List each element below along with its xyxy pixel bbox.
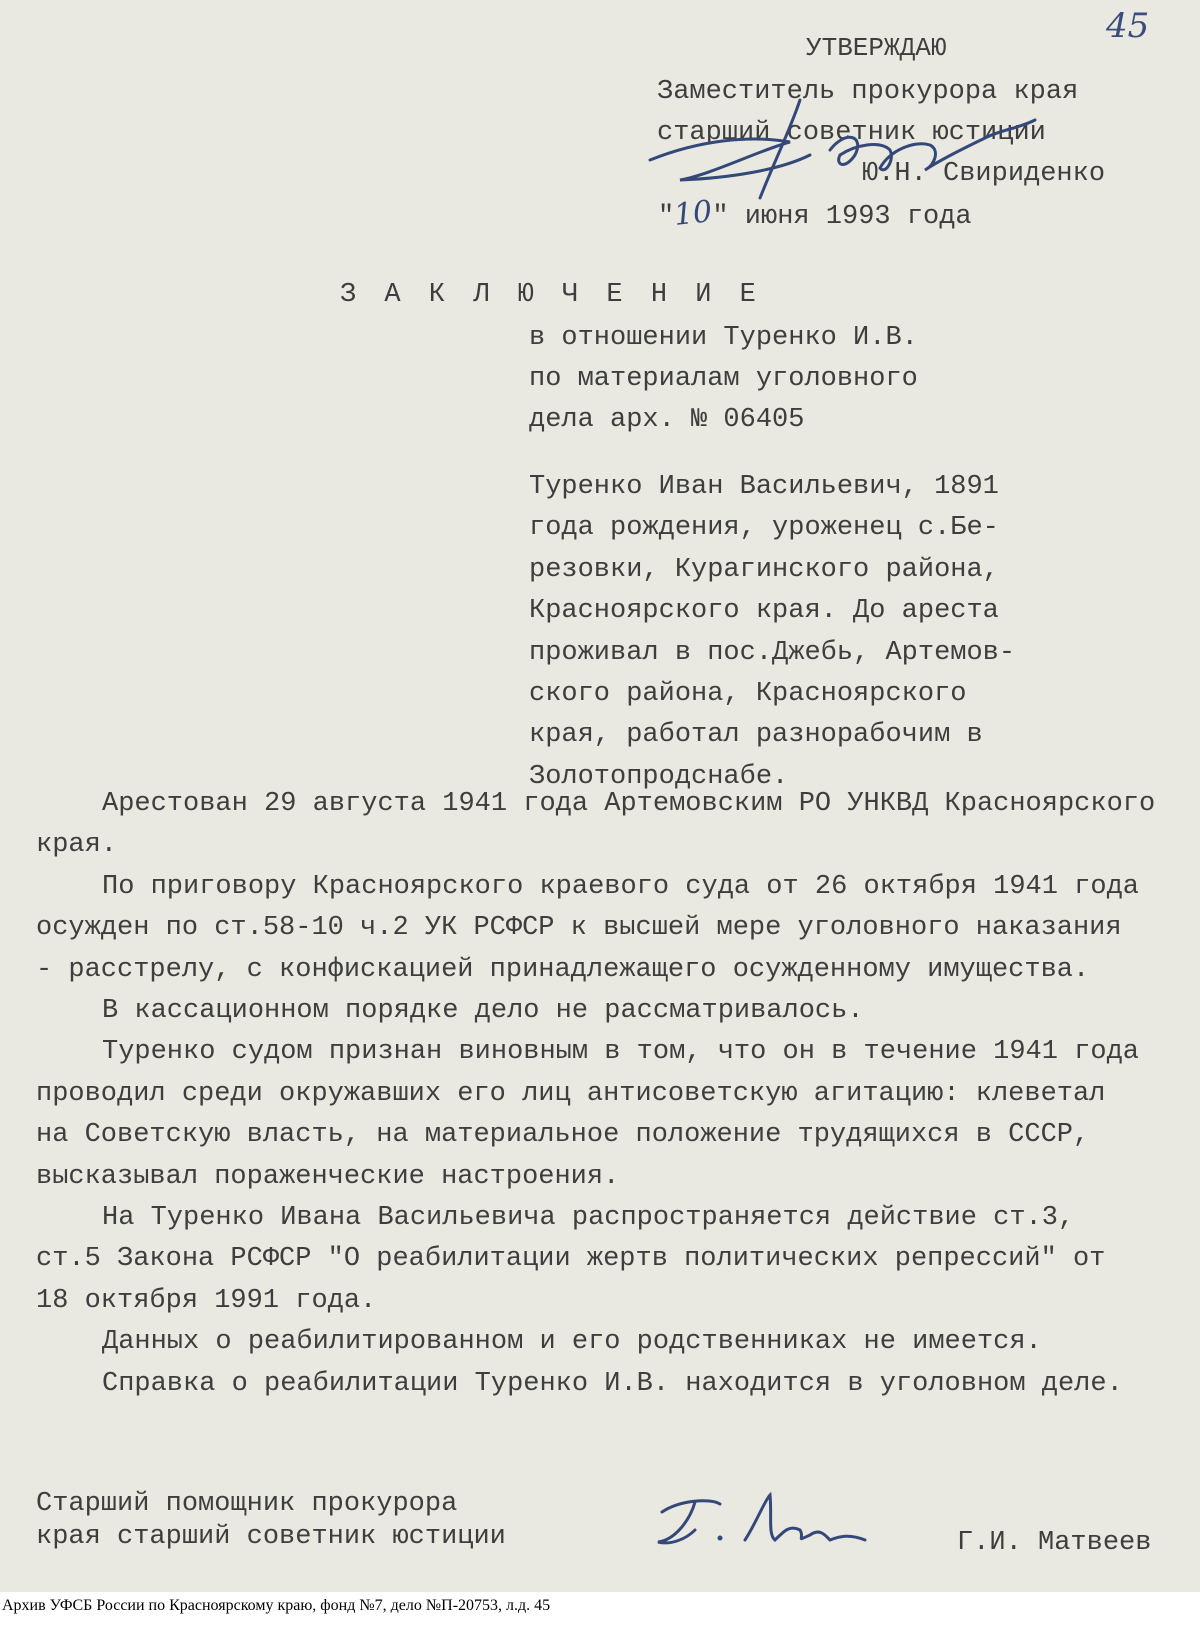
body-line: ст.5 Закона РСФСР "О реабилитации жертв политических репрессий" от [36,1244,1106,1275]
date-open-quote: " [658,202,675,232]
approval-signature [640,80,1050,210]
body-line: Справка о реабилитации Туренко И.В. находится в уголовном деле. [102,1368,1123,1399]
folio-number: 45 [1106,6,1150,46]
body-line: края. [36,830,118,861]
body-line: Туренко судом признан виновным в том, что он в течение 1941 года [102,1037,1139,1068]
body-line: 18 октября 1991 года. [36,1285,377,1316]
signatory-title-line: края старший советник юстиции [36,1522,506,1552]
approval-title: УТВЕРЖДАЮ [806,33,947,63]
signatory-title [36,1488,506,1554]
biography-line: года рождения, уроженец с.Бе- [529,513,999,544]
signatory-name: Г.И. Матвеев [957,1528,1152,1558]
signatory-signature [650,1490,880,1560]
biography-line: Золотопродснабе. [529,761,789,792]
date-rest: " июня 1993 года [712,202,972,232]
body-line: Данных о реабилитированном и его родственниках не имеется. [102,1327,1042,1358]
biography-line: Туренко Иван Васильевич, 1891 [529,472,999,502]
biography-line: Красноярского края. До ареста [529,596,999,627]
document-heading: З А К Л Ю Ч Е Н И Е [340,280,762,310]
biography-line: резовки, Курагинского района, [529,554,999,585]
biography-line: ского района, Красноярского [529,679,967,709]
body-line: осужден по ст.58-10 ч.2 УК РСФСР к высшей мере уголовного наказания [36,913,1122,944]
approval-line-position: Заместитель прокурора края [657,77,1079,107]
body-line: на Советскую власть, на материальное положение трудящихся в СССР, [36,1120,1090,1151]
body-line: По приговору Красноярского краевого суда от 26 октября 1941 года [102,871,1139,902]
reference-line: дела арх. № 06405 [529,405,805,435]
signatory-title-line: Старший помощник прокурора [36,1489,458,1519]
biography-line: края, работал разнорабочим в [529,720,983,751]
date-day-handwritten: 10 [672,194,715,233]
body-line: - расстрелу, с конфискацией принадлежащего осужденному имущества. [36,954,1090,985]
biography-line: проживал в пос.Джебь, Артемов- [529,637,1016,668]
body-line: В кассационном порядке дело не рассматривалось. [102,996,864,1026]
approval-line-name: Ю.Н. Свириденко [862,159,1106,189]
body-line: На Туренко Ивана Васильевича распространяется действие ст.3, [102,1203,1075,1233]
body-line: Арестован 29 августа 1941 года Артемовским РО УНКВД Красноярского [102,789,1156,819]
reference-line: в отношении Туренко И.В. [529,323,918,353]
approval-line-rank: старший советник юстиции [657,118,1046,148]
body-line: высказывал пораженческие настроения. [36,1161,620,1192]
reference-line: по материалам уголовного [529,364,918,394]
body-line: проводил среди окружавших его лиц антисоветскую агитацию: клеветал [36,1078,1106,1109]
archive-footer: Архив УФСБ России по Красноярскому краю, фонд №7, дело №П-20753, л.д. 45 [2,1597,551,1614]
